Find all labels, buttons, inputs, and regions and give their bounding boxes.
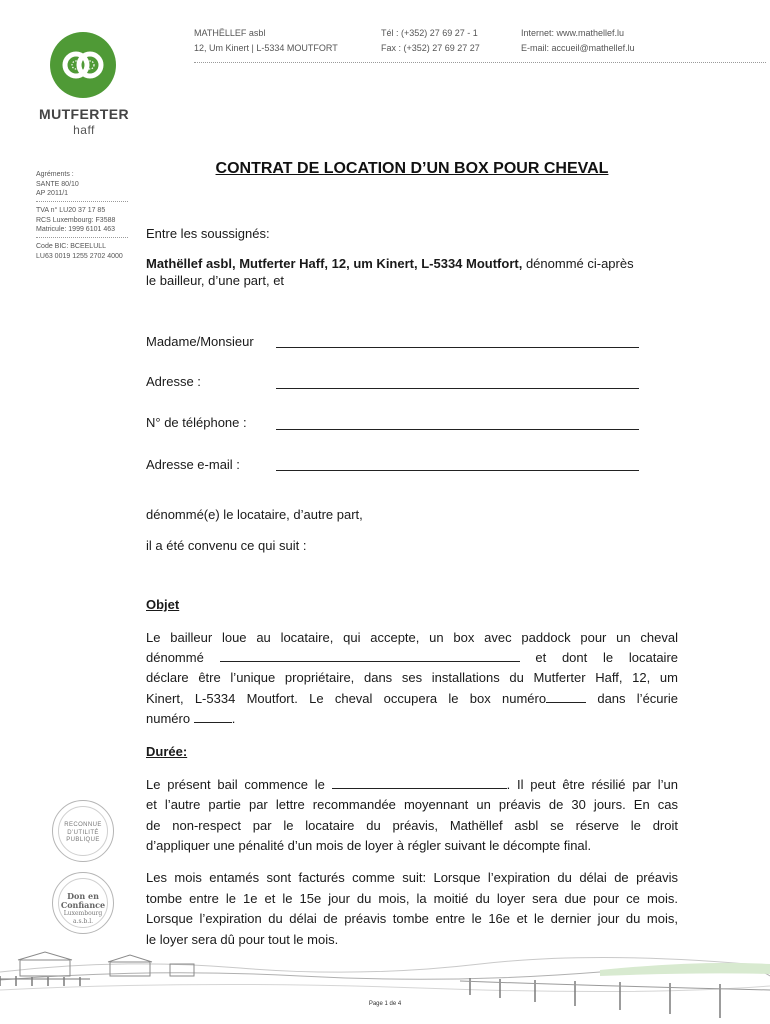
header-phone: Tél : (+352) 27 69 27 - 1 [381, 28, 478, 38]
seal-text: PUBLIQUE [66, 837, 100, 843]
rcs-number: RCS Luxembourg: F3588 [36, 216, 116, 224]
header-org-address: 12, Um Kinert | L-5334 MOUTFORT [194, 43, 338, 53]
field-email-line[interactable] [276, 470, 639, 471]
objet-line: déclare être l’unique propriétaire, dans ses installations du Mutferter Haff, 12, um [146, 670, 678, 685]
duree-text: Le présent bail commence le [146, 777, 325, 792]
agrements-label: Agréments : [36, 171, 74, 178]
objet-text: numéro [146, 711, 191, 726]
objet-text: . [231, 711, 236, 726]
objet-text: Kinert, L-5334 Moutfort. Le cheval occupera le box numéro [146, 691, 547, 706]
header-divider [194, 62, 766, 63]
field-name-line[interactable] [276, 347, 639, 348]
party1-rest: dénommé ci-après [522, 256, 634, 271]
sidebar-divider [36, 237, 128, 238]
convenu-text: il a été convenu ce qui suit : [146, 538, 307, 553]
field-address-label: Adresse : [146, 374, 201, 389]
seal-text: a.s.b.l. [72, 917, 94, 925]
start-date-blank[interactable] [332, 778, 507, 789]
duree-text: . Il peut être résilié par l’un [506, 777, 679, 792]
objet-line [146, 709, 235, 730]
sidebar-bank [36, 242, 132, 261]
objet-text: dans l’écurie [597, 691, 678, 706]
duree-line [146, 775, 678, 796]
mois-line: Les mois entamés sont facturés comme suit: Lorsque l’expiration du délai de préavis [146, 870, 678, 885]
duree-line: de non-respect par le locataire du préavis, Mathëllef asbl se réserve le droit [146, 818, 678, 833]
header-email: E-mail: accueil@mathellef.lu [521, 43, 635, 53]
header-fax: Fax : (+352) 27 69 27 27 [381, 43, 480, 53]
field-email-label: Adresse e-mail : [146, 457, 240, 472]
field-address-line[interactable] [276, 388, 639, 389]
document-title: CONTRAT DE LOCATION D’UN BOX POUR CHEVAL [215, 160, 609, 177]
duree-line: d’appliquer une pénalité d’un mois de loyer à régler suivant le décompte final. [146, 838, 592, 853]
stable-number-blank[interactable] [194, 712, 232, 723]
party1-name: Mathëllef asbl, Mutferter Haff, 12, um Kinert, L-5334 Moutfort, [146, 256, 523, 271]
intro-text: Entre les soussignés: [146, 226, 270, 241]
seal-text: Luxembourg [63, 910, 103, 917]
mois-line: le loyer sera dû pour tout le mois. [146, 932, 339, 947]
field-phone-label: N° de téléphone : [146, 415, 247, 430]
seal-text: Don en [67, 891, 99, 901]
duree-line: et l’autre partie par lettre recommandée moyennant un préavis de 30 jours. En cas [146, 797, 678, 812]
agrement-1: SANTE 80/10 [36, 180, 79, 188]
mutferter-logo-icon [50, 32, 116, 98]
bic-code: Code BIC: BCEELULL [36, 243, 107, 250]
header-org-name: MATHËLLEF asbl [194, 28, 266, 38]
utilite-publique-seal-icon [52, 800, 114, 862]
locataire-text: dénommé(e) le locataire, d’autre part, [146, 507, 363, 522]
field-name-label: Madame/Monsieur [146, 334, 254, 349]
horse-name-blank[interactable] [220, 651, 520, 662]
objet-line [146, 648, 678, 669]
page-number: Page 1 de 4 [368, 1001, 402, 1007]
objet-line [146, 689, 678, 710]
field-phone-line[interactable] [276, 429, 639, 430]
mois-line: tombe entre le 1e et le 15e jour du mois, la moitié du loyer sera due pour ce mois. [146, 891, 678, 906]
don-en-confiance-seal-icon [52, 872, 114, 934]
sidebar-agrements [36, 170, 132, 199]
agrement-2: AP 2011/1 [36, 190, 69, 197]
horseshoe-icon [50, 32, 116, 98]
header-internet: Internet: www.mathellef.lu [521, 28, 625, 38]
objet-line: Le bailleur loue au locataire, qui accepte, un box avec paddock pour un cheval [146, 630, 678, 645]
party1-line2: le bailleur, d’une part, et [146, 273, 285, 288]
brand-name: MUTFERTER [39, 106, 129, 122]
iban-number: LU63 0019 1255 2702 4000 [36, 252, 123, 260]
sidebar-divider [36, 201, 128, 202]
farm-landscape-icon [0, 950, 770, 1020]
objet-heading: Objet [146, 597, 180, 612]
matricule-number: Matricule: 1999 6101 463 [36, 226, 115, 233]
objet-text: et dont le locataire [535, 650, 678, 665]
objet-text: dénommé [146, 650, 204, 665]
box-number-blank[interactable] [546, 692, 586, 703]
seal-text: Confiance [60, 900, 106, 910]
seal-text: D’UTILITÉ [67, 829, 99, 836]
brand-sub: haff [73, 123, 95, 137]
duree-heading: Durée: [146, 744, 188, 759]
tva-number: TVA n° LU20 37 17 85 [36, 207, 106, 214]
mois-line: Lorsque l’expiration du délai de préavis tombe entre le 16e et le dernier jour du mois, [146, 911, 678, 926]
seal-text: RECONNUE [64, 822, 102, 828]
sidebar-registration [36, 206, 132, 235]
